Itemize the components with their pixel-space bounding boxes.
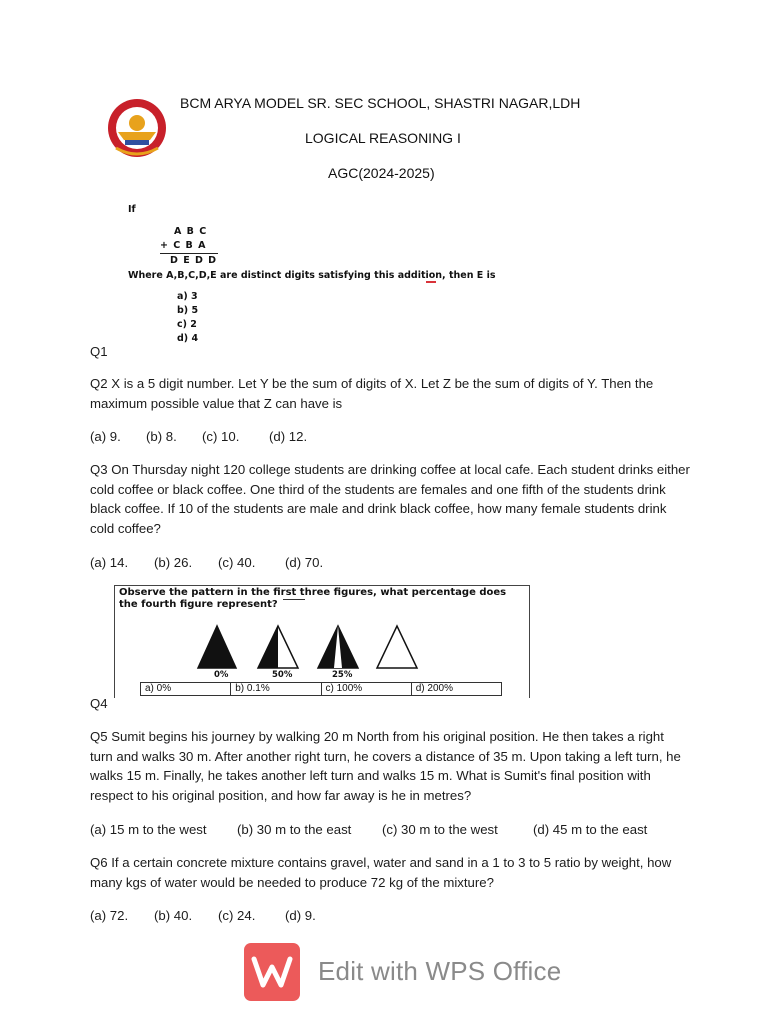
q1-intro: If (128, 204, 136, 215)
q1-addend-2: + C B A (160, 240, 207, 251)
session-title: AGC(2024-2025) (328, 165, 435, 181)
q4-fig2-label: 50% (272, 670, 293, 680)
school-logo (106, 96, 168, 162)
q3-opt-c: (c) 40. (218, 555, 256, 570)
wps-w-icon (244, 943, 300, 1001)
q1-option-b: b) 5 (177, 305, 199, 316)
q4-options-table (140, 682, 502, 696)
q5-text: Q5 Sumit begins his journey by walking 20 m North from his original position. He then takes a right turn and walks 30 m. After another right turn, he covers a distance of 35 m. Upon taking a left turn, he walks 15 m. Finally, he takes another left turn and walks 15 m. What is Sumit's final position with respect to his original position, and how far away is he in metres? (90, 729, 681, 803)
q2-opt-b: (b) 8. (146, 429, 177, 444)
q6-opt-c: (c) 24. (218, 908, 256, 923)
q6-text: Q6 If a certain concrete mixture contains gravel, water and sand in a 1 to 3 to 5 ratio by weight, how many kgs of water would be needed to produce 72 kg of the mixture? (90, 855, 672, 890)
q1-option-a: a) 3 (177, 291, 198, 302)
q1-option-c: c) 2 (177, 319, 197, 330)
q4-fig3-label: 25% (332, 670, 353, 680)
q6-opt-d: (d) 9. (285, 908, 316, 923)
q1-sum: D E D D (170, 255, 218, 266)
q5-opt-b: (b) 30 m to the east (237, 822, 352, 837)
q4-option-d: d) 200% (415, 683, 453, 694)
q3-opt-b: (b) 26. (154, 555, 193, 570)
wps-logo-icon[interactable] (244, 943, 300, 1001)
q1-sum-line (160, 253, 218, 254)
q1-label: Q1 (90, 344, 108, 359)
q1-addend-1: A B C (174, 226, 208, 237)
q4-prompt: Observe the pattern in the first three figures, what percentage does the fourth figure represent? (119, 587, 507, 610)
q6-opt-b: (b) 40. (154, 908, 193, 923)
q1-statement: Where A,B,C,D,E are distinct digits satisfying this addition, then E is (128, 270, 496, 281)
school-name: BCM ARYA MODEL SR. SEC SCHOOL, SHASTRI NAGAR,LDH (180, 95, 581, 111)
q4-triangle-figures (196, 624, 426, 672)
q5-opt-c: (c) 30 m to the west (382, 822, 498, 837)
q4-option-b: b) 0.1% (231, 683, 321, 695)
q4-fig1-label: 0% (214, 670, 229, 680)
q4-option-a: a) 0% (141, 683, 231, 695)
q5-opt-a: (a) 15 m to the west (90, 822, 207, 837)
q4-label: Q4 (90, 696, 108, 711)
q3-text: Q3 On Thursday night 120 college students are drinking coffee at local cafe. Each student drinks either cold coffee or black coffee. One third of the students are females and one fifth of the students drink black coffee. If 10 of the students are male and drink black coffee, how many female students drink cold coffee? (90, 462, 690, 536)
q3-opt-a: (a) 14. (90, 555, 129, 570)
q2-opt-a: (a) 9. (90, 429, 121, 444)
wps-edit-label[interactable]: Edit with WPS Office (318, 956, 562, 986)
q2-opt-c: (c) 10. (202, 429, 240, 444)
q1-underline-mark (426, 281, 436, 283)
q5-opt-d: (d) 45 m to the east (533, 822, 648, 837)
q4-underline-mark (283, 599, 305, 600)
subject-title: LOGICAL REASONING I (305, 130, 461, 146)
q1-option-d: d) 4 (177, 333, 199, 344)
q3-opt-d: (d) 70. (285, 555, 324, 570)
q2-opt-d: (d) 12. (269, 429, 308, 444)
q2-text: Q2 X is a 5 digit number. Let Y be the sum of digits of X. Let Z be the sum of digits of Y. Then the maximum possible value that Z can have is (90, 376, 654, 411)
q6-opt-a: (a) 72. (90, 908, 129, 923)
q4-option-c: c) 100% (322, 683, 412, 695)
